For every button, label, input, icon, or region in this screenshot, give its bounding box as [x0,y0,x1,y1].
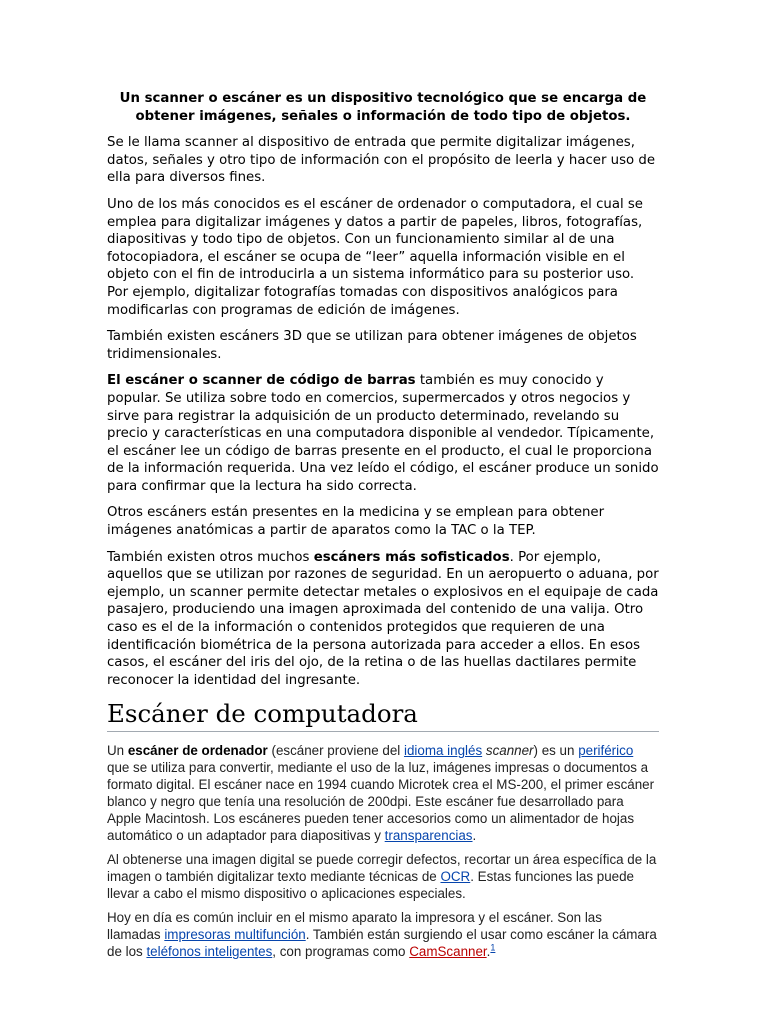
text: . Estas funciones las puede llevar a cabo el mismo dispositivo o aplicaciones especiales. [107,869,635,902]
paragraph-4-text: también es muy conocido y popular. Se utiliza sobre todo en comercios, supermercados y otros negocios y sirve para registrar la adquisición de un producto determinado, revelando su precio y características en una computadora disponible al vendedor. Típicamente, el escáner lee un código de barras presente en el producto, el cual le proporciona de la información requerida. Una vez leído el código, el escáner produce un sonido para confirmar que la lectura ha sido correcta. [107,373,659,494]
text: Al obtenerse una imagen digital se puede corregir defectos, recortar un área específica de la imagen o también digitalizar texto mediante técnicas de [107,852,657,885]
paragraph-6-bold: escáners más sofisticados [313,549,510,565]
paragraph-6-text-b: . Por ejemplo, aquellos que se utilizan por razones de seguridad. En un aeropuerto o aduana, por ejemplo, un scanner permite detectar metales o explosivos en el equipaje de cada pasajero, produciendo una imagen aproximada del contenido de una valija. Otro caso es el de la información o contenidos protegidos que requieren de una identificación biométrica de la persona autorizada para acceder a ellos. En esos casos, el escáner del iris del ojo, de la retina o de las huellas dactilares permite reconocer la identidad del ingresante. [107,549,659,688]
paragraph-2: Uno de los más conocidos es el escáner de ordenador o computadora, el cual se emplea para digitalizar imágenes y datos a partir de papeles, libros, fotografías, diapositivas y todo tipo de objetos. Con un funcionamiento similar al de una fotocopiadora, el escáner se ocupa de “leer” aquella información visible en el objeto con el fin de introducirla a un sistema informático para su posterior uso. Por ejemplo, digitalizar fotografías tomadas con dispositivos analógicos para modificarlas con programas de edición de imágenes. [107,196,643,318]
footnote-reference[interactable]: 1 [490,942,496,953]
section-heading: Escáner de computadora [107,699,659,732]
paragraph-4 [107,372,659,495]
text: Un [107,743,128,759]
section-paragraph-2 [107,851,659,902]
text: Hoy en día es común incluir en el mismo aparato la impresora y el escáner. Son las llamadas [107,910,602,943]
document-content [107,90,659,960]
italic-term: scanner [485,743,534,759]
text: que se utiliza para convertir, mediante el uso de la luz, imágenes impresas o documentos a formato digital. El escáner nace en 1994 cuando Microtek crea el MS-200, el primer escáner blanco y negro que tenía una resolución de 200dpi. Este escáner fue desarrollado para Apple Macintosh. Los escáneres pueden tener accesorios como un alimentador de hojas automático o un adaptador para diapositivas y [107,760,655,844]
paragraph-6 [107,549,659,690]
link-ocr[interactable]: OCR [440,869,471,885]
link-camscanner[interactable]: CamScanner [409,944,487,960]
text: . [486,944,491,960]
paragraph-6-text-a: También existen otros muchos [107,549,314,565]
link-impresoras-multifuncion[interactable]: impresoras multifunción [164,927,306,943]
section-paragraph-3 [107,909,659,960]
link-idioma-ingles[interactable]: idioma inglés [403,743,483,759]
text: . [472,828,477,844]
text: , con programas como [272,944,410,960]
link-transparencias[interactable]: transparencias [384,828,473,844]
paragraph-1: Se le llama scanner al dispositivo de entrada que permite digitalizar imágenes, datos, señales y otro tipo de información con el propósito de leerla y hacer uso de ella para diversos fines. [107,135,655,186]
paragraph-4-bold: El escáner o scanner de código de barras [107,373,416,389]
link-periferico[interactable]: periférico [578,743,634,759]
paragraph-3: También existen escáners 3D que se utilizan para obtener imágenes de objetos tridimensionales. [107,329,637,362]
bold-term: escáner de ordenador [127,743,268,759]
intro-heading: Un scanner o escáner es un dispositivo tecnológico que se encarga de obtener imágenes, señales o información de todo tipo de objetos. [119,91,647,124]
text: . También están surgiendo el usar como escáner la cámara de los [107,927,657,960]
text: (escáner proviene del [267,743,404,759]
link-telefonos-inteligentes[interactable]: teléfonos inteligentes [146,944,273,960]
text: ) es un [533,743,579,759]
paragraph-5: Otros escáners están presentes en la medicina y se emplean para obtener imágenes anatómicas a partir de aparatos como la TAC o la TEP. [107,505,605,539]
section-paragraph-1 [107,742,659,844]
